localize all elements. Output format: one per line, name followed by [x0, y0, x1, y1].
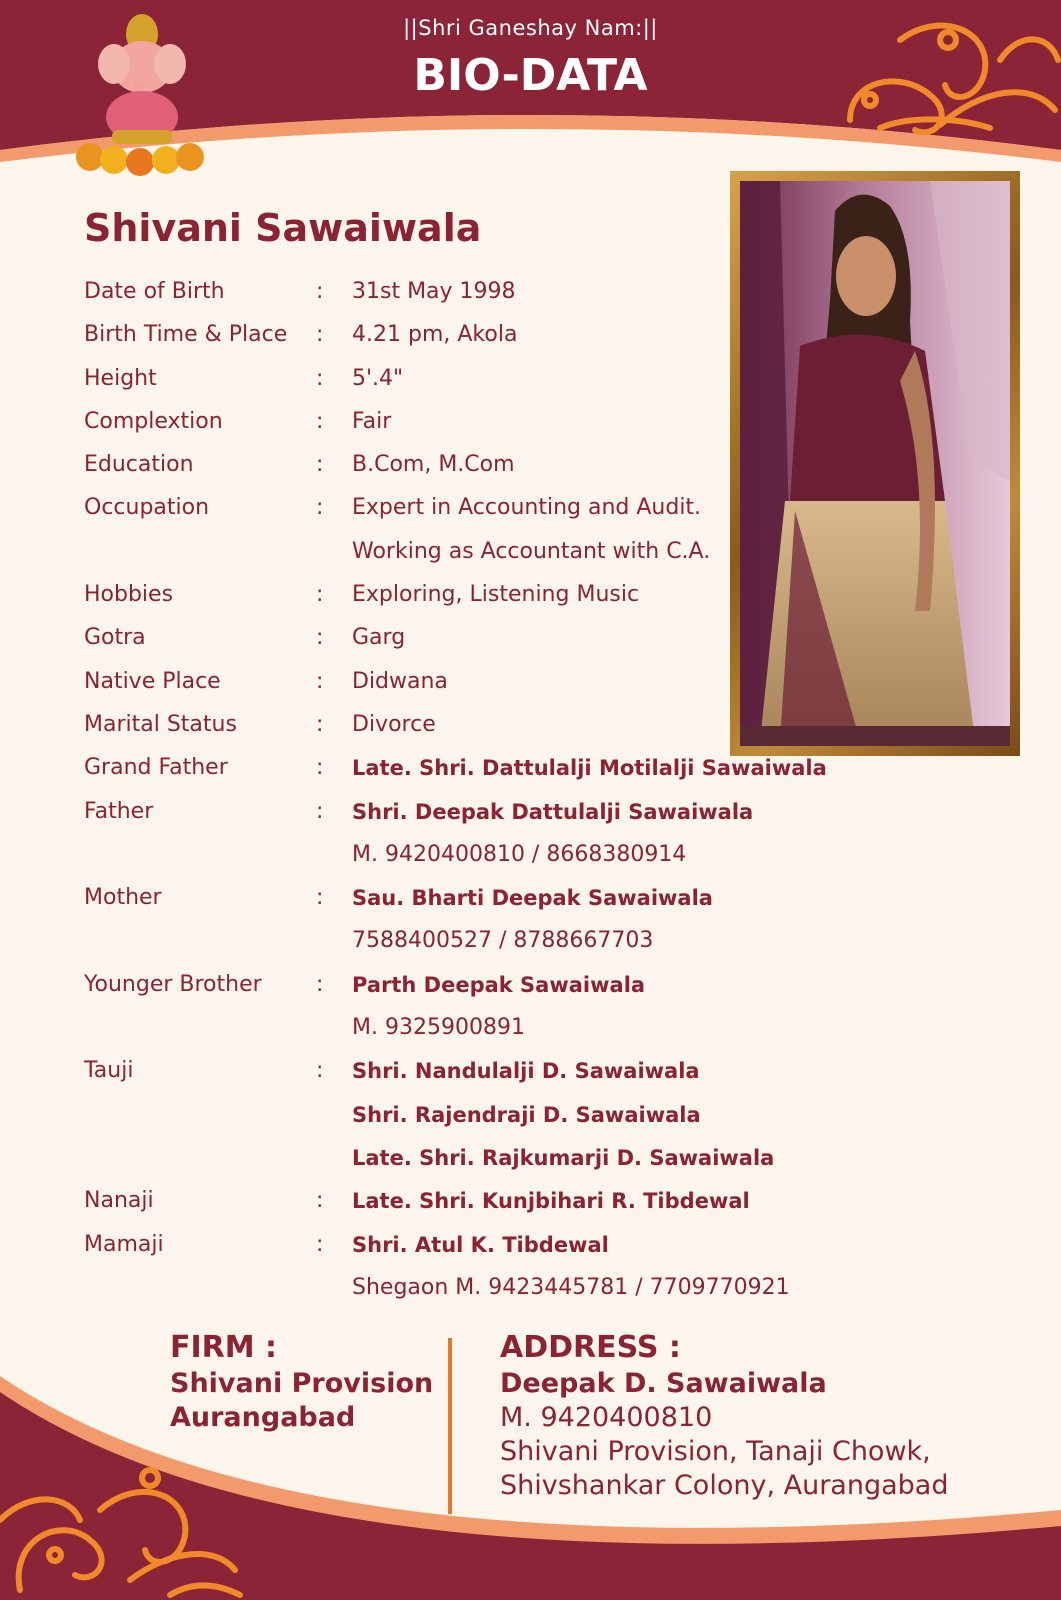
detail-value: Shri. Nandulalji D. Sawaiwala: [352, 1059, 700, 1084]
detail-value: Working as Accountant with C.A.: [352, 538, 711, 564]
detail-value: Parth Deepak Sawaiwala: [352, 972, 646, 997]
detail-value: Late. Shri. Kunjbihari R. Tibdewal: [352, 1189, 750, 1214]
detail-label: Younger Brother: [84, 971, 262, 997]
detail-separator: :: [316, 365, 324, 391]
detail-label: Tauji: [84, 1058, 134, 1084]
address-name: Deepak D. Sawaiwala: [500, 1368, 827, 1399]
invocation-text: ||Shri Ganeshay Nam:||: [403, 16, 658, 40]
detail-label: Height: [84, 365, 157, 391]
detail-value: Late. Shri. Dattulalji Motilalji Sawaiwala: [352, 756, 827, 781]
detail-separator: :: [316, 582, 324, 608]
detail-value: Shri. Rajendraji D. Sawaiwala: [352, 1102, 701, 1127]
detail-value: Shri. Atul K. Tibdewal: [352, 1232, 609, 1257]
detail-value: 5'.4": [352, 365, 404, 391]
detail-label: Education: [84, 452, 194, 478]
detail-separator: :: [316, 1231, 324, 1257]
detail-label: Father: [84, 798, 154, 824]
candidate-name: Shivani Sawaiwala: [84, 206, 482, 250]
detail-label: Marital Status: [84, 711, 237, 737]
detail-separator: :: [316, 971, 324, 997]
address-line-2: Shivshankar Colony, Aurangabad: [500, 1470, 949, 1501]
detail-separator: :: [316, 279, 324, 304]
address-phone: M. 9420400810: [500, 1402, 713, 1433]
detail-value: B.Com, M.Com: [352, 452, 515, 478]
address-heading: ADDRESS :: [500, 1330, 681, 1365]
detail-value: Didwana: [352, 668, 448, 694]
detail-value: 7588400527 / 8788667703: [352, 928, 654, 954]
detail-label: Mother: [84, 885, 162, 911]
detail-separator: :: [316, 885, 324, 911]
detail-label: Grand Father: [84, 755, 228, 781]
firm-name: Shivani Provision: [170, 1368, 434, 1399]
detail-separator: :: [316, 452, 324, 478]
detail-value: Garg: [352, 625, 406, 651]
detail-label: Hobbies: [84, 582, 174, 608]
detail-label: Native Place: [84, 668, 221, 694]
detail-separator: :: [316, 1058, 324, 1084]
detail-value: Expert in Accounting and Audit.: [352, 495, 702, 521]
detail-value: Divorce: [352, 711, 436, 737]
detail-separator: :: [316, 495, 324, 521]
detail-label: Complextion: [84, 408, 223, 434]
detail-value: Late. Shri. Rajkumarji D. Sawaiwala: [352, 1145, 775, 1170]
detail-label: Nanaji: [84, 1188, 154, 1214]
detail-value: Sau. Bharti Deepak Sawaiwala: [352, 886, 713, 911]
detail-separator: :: [316, 1188, 324, 1214]
firm-heading: FIRM :: [170, 1330, 278, 1365]
detail-value: Exploring, Listening Music: [352, 582, 640, 608]
detail-value: Shegaon M. 9423445781 / 7709770921: [352, 1274, 790, 1300]
footer-divider: [448, 1338, 452, 1514]
portrait-photo: [740, 181, 1010, 746]
detail-label: Birth Time & Place: [84, 322, 288, 348]
detail-label: Occupation: [84, 495, 210, 521]
detail-separator: :: [316, 322, 324, 348]
detail-value: Fair: [352, 408, 392, 434]
detail-value: 31st May 1998: [352, 279, 516, 304]
firm-city: Aurangabad: [170, 1402, 356, 1433]
detail-label: Mamaji: [84, 1231, 164, 1257]
detail-separator: :: [316, 711, 324, 737]
detail-separator: :: [316, 625, 324, 651]
detail-separator: :: [316, 408, 324, 434]
detail-separator: :: [316, 798, 324, 824]
detail-value: M. 9420400810 / 8668380914: [352, 841, 687, 867]
detail-label: Date of Birth: [84, 279, 225, 304]
detail-separator: :: [316, 755, 324, 781]
detail-value: M. 9325900891: [352, 1015, 525, 1041]
detail-value: Shri. Deepak Dattulalji Sawaiwala: [352, 799, 754, 824]
detail-label: Gotra: [84, 625, 146, 651]
page-title: BIO-DATA: [413, 50, 648, 101]
address-line-1: Shivani Provision, Tanaji Chowk,: [500, 1436, 931, 1467]
detail-value: 4.21 pm, Akola: [352, 322, 518, 348]
detail-separator: :: [316, 668, 324, 694]
